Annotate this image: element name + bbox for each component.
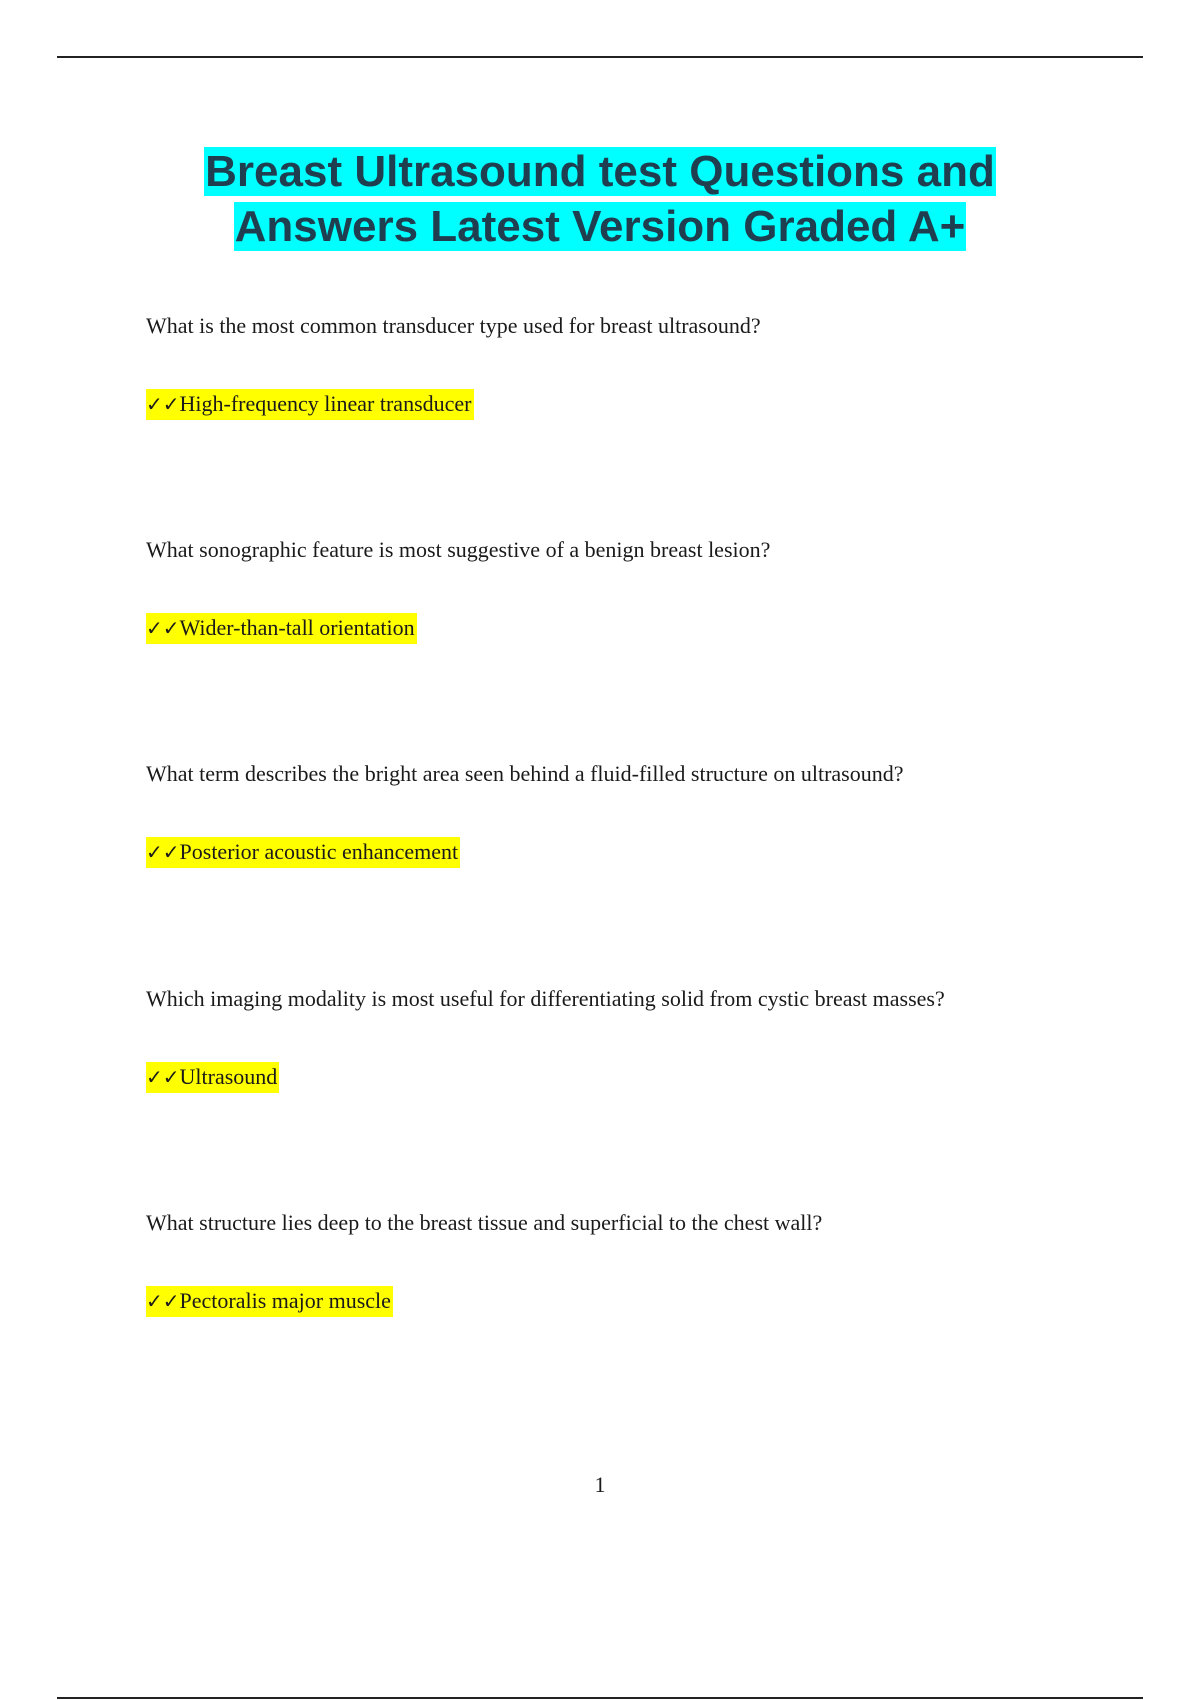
question-4: Which imaging modality is most useful for differentiating solid from cystic breast masses? (146, 986, 945, 1011)
qa-item-4 (146, 986, 1066, 1089)
page-number: 1 (594, 1472, 606, 1497)
bottom-rule (57, 1697, 1143, 1699)
answer-4-text: Ultrasound (179, 1064, 278, 1089)
check-icon: ✓✓ (146, 1065, 180, 1089)
document-title (0, 144, 1200, 254)
qa-item-5 (146, 1210, 1066, 1313)
answer-5-text: Pectoralis major muscle (179, 1288, 391, 1313)
answer-3-text: Posterior acoustic enhancement (179, 839, 459, 864)
question-2: What sonographic feature is most suggestive of a benign breast lesion? (146, 537, 771, 562)
check-icon: ✓✓ (146, 840, 180, 864)
check-icon: ✓✓ (146, 392, 180, 416)
check-icon: ✓✓ (146, 1289, 180, 1313)
answer-1-text: High-frequency linear transducer (179, 391, 472, 416)
question-5: What structure lies deep to the breast tissue and superficial to the chest wall? (146, 1210, 823, 1235)
answer-2-text: Wider-than-tall orientation (179, 615, 415, 640)
qa-item-2 (146, 537, 1066, 640)
qa-item-3 (146, 761, 1066, 864)
question-3: What term describes the bright area seen behind a fluid-filled structure on ultrasound? (146, 761, 904, 786)
answer-2 (146, 613, 417, 644)
answer-3 (146, 837, 460, 868)
question-1: What is the most common transducer type used for breast ultrasound? (146, 313, 761, 338)
top-rule (57, 56, 1143, 58)
title-line-1: Breast Ultrasound test Questions and (205, 147, 995, 196)
title-line-2: Answers Latest Version Graded A+ (234, 202, 966, 251)
answer-4 (146, 1062, 279, 1093)
answer-5 (146, 1286, 393, 1317)
check-icon: ✓✓ (146, 616, 180, 640)
qa-item-1 (146, 313, 1066, 416)
answer-1 (146, 389, 474, 420)
